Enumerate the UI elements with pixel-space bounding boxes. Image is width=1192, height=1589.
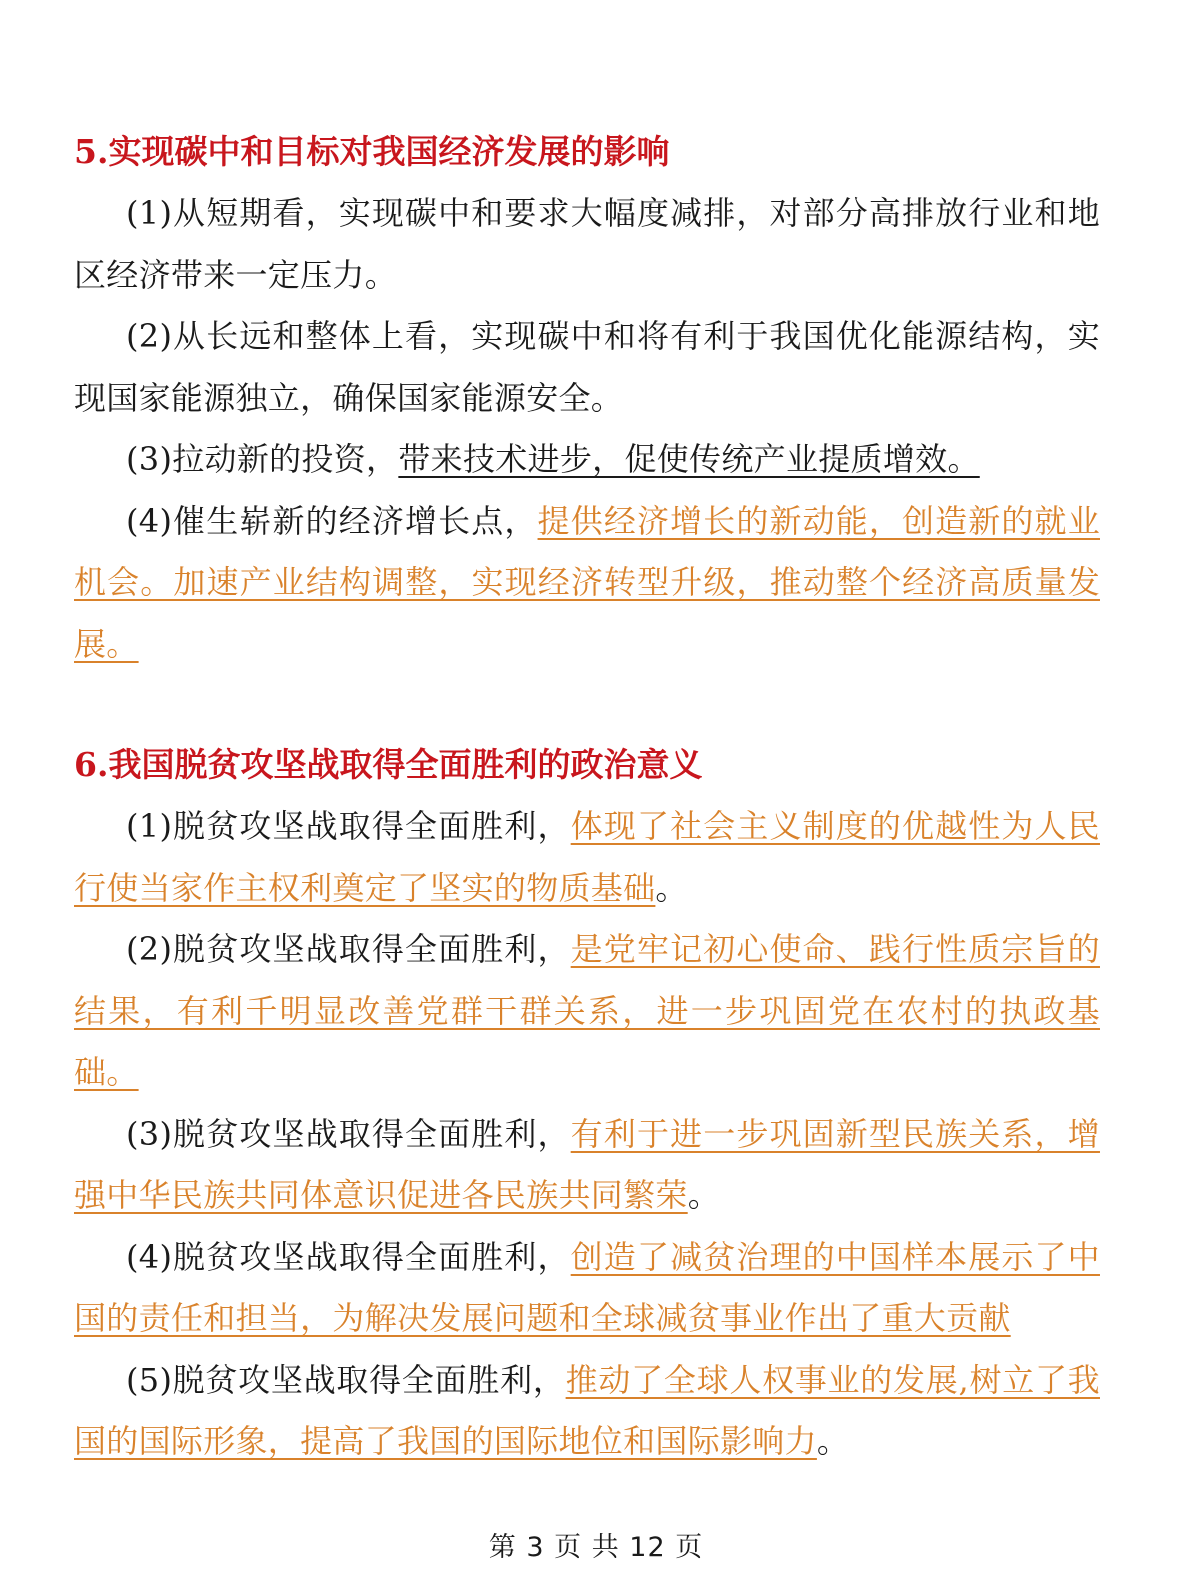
section-5-item-3: [74, 429, 1100, 491]
section-6-item-5: [74, 1350, 1100, 1473]
item-text: (5)脱贫攻坚战取得全面胜利，: [126, 1360, 566, 1399]
item-tail: 。: [687, 1176, 721, 1214]
section-5-item-1: [74, 183, 1100, 306]
section-carbon-neutrality: [74, 121, 1100, 675]
highlighted-text: 提供经济增长的新动能，创造新的就业机会。加速产业结构调整，实现经济转型升级，推动整个经济高质量发展。: [74, 501, 1100, 663]
section-poverty-alleviation: [74, 734, 1100, 1473]
section-6-item-1: [74, 796, 1100, 919]
underlined-text: 带来技术进步，促使传统产业提质增效。: [398, 440, 980, 478]
item-text: (3)脱贫攻坚战取得全面胜利，: [126, 1114, 571, 1153]
item-text: (4)催生崭新的经济增长点，: [126, 501, 538, 540]
section-6-item-4: [74, 1227, 1100, 1350]
item-text: (4)脱贫攻坚战取得全面胜利，: [126, 1237, 571, 1276]
highlighted-text: 推动了全球人权事业的发展,树立了我国的国际形象，提高了我国的国际地位和国际影响力: [74, 1360, 1100, 1460]
section-6-item-3: [74, 1104, 1100, 1227]
item-text: (2)脱贫攻坚战取得全面胜利，: [126, 930, 571, 968]
item-text: (2)从长远和整体上看，实现碳中和将有利于我国优化能源结构，实现国家能源独立，确保国家能源安全。: [74, 317, 1100, 417]
section-5-item-2: [74, 306, 1100, 429]
highlighted-text: 有利于进一步巩固新型民族关系，增强中华民族共同体意识促进各民族共同繁荣: [74, 1114, 1100, 1214]
item-tail: 。: [655, 868, 688, 907]
item-text: (1)脱贫攻坚战取得全面胜利，: [126, 807, 571, 845]
section-5-item-4: [74, 491, 1100, 676]
section-6-item-2: [74, 919, 1100, 1104]
page-number-footer: 第 3 页 共 12 页: [488, 1532, 704, 1563]
highlighted-text: 是党牢记初心使命、践行性质宗旨的结果，有利千明显改善党群干群关系，进一步巩固党在农村的执政基础。: [74, 930, 1100, 1091]
item-tail: 。: [816, 1422, 850, 1460]
highlighted-text: 体现了社会主义制度的优越性为人民行使当家作主权利奠定了坚实的物质基础: [74, 807, 1100, 907]
section-6-heading: 6.我国脱贫攻坚战取得全面胜利的政治意义: [74, 745, 703, 784]
section-5-heading: 5.实现碳中和目标对我国经济发展的影响: [74, 132, 670, 171]
item-text: (1)从短期看，实现碳中和要求大幅度减排，对部分高排放行业和地区经济带来一定压力。: [74, 194, 1100, 294]
item-text: (3)拉动新的投资，: [126, 440, 399, 478]
highlighted-text: 创造了减贫治理的中国样本展示了中国的责任和担当，为解决发展问题和全球减贫事业作出了重大贡献: [74, 1237, 1100, 1337]
